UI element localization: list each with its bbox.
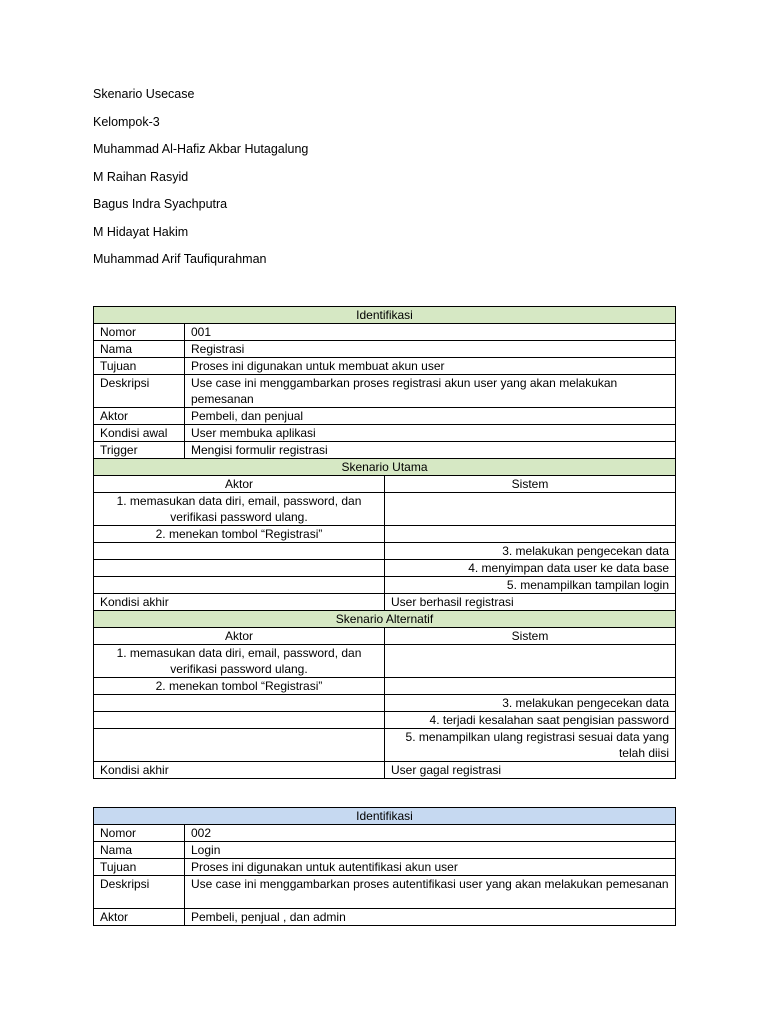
sistem-step: 5. menampilkan tampilan login — [385, 577, 676, 594]
field-value: 002 — [185, 825, 676, 842]
field-label: Nomor — [94, 324, 185, 341]
field-value: 001 — [185, 324, 676, 341]
sistem-step: 5. menampilkan ulang registrasi sesuai data yang telah diisi — [385, 729, 676, 762]
field-label: Deskripsi — [94, 375, 185, 408]
field-value: Use case ini menggambarkan proses autentifikasi user yang akan melakukan pemesanan — [185, 876, 676, 909]
field-label: Deskripsi — [94, 876, 185, 909]
sistem-step: 4. menyimpan data user ke data base — [385, 560, 676, 577]
field-value: Proses ini digunakan untuk autentifikasi akun user — [185, 859, 676, 876]
member-name: Muhammad Al-Hafiz Akbar Hutagalung — [93, 142, 309, 156]
aktor-step: 1. memasukan data diri, email, password, dan verifikasi password ulang. — [94, 493, 385, 526]
sistem-step: 3. melakukan pengecekan data — [385, 543, 676, 560]
member-name: Muhammad Arif Taufiqurahman — [93, 252, 267, 266]
aktor-column-header: Aktor — [94, 628, 385, 645]
member-name: M Hidayat Hakim — [93, 224, 189, 239]
field-value: Use case ini menggambarkan proses registrasi akun user yang akan melakukan pemesanan — [185, 375, 676, 408]
field-value: Login — [185, 842, 676, 859]
aktor-step — [94, 695, 385, 712]
sistem-column-header: Sistem — [385, 628, 676, 645]
field-value: Mengisi formulir registrasi — [185, 442, 676, 459]
aktor-step: 1. memasukan data diri, email, password, dan verifikasi password ulang. — [94, 645, 385, 678]
sistem-step — [385, 493, 676, 526]
sistem-step — [385, 678, 676, 695]
field-label: Nomor — [94, 825, 185, 842]
field-label: Trigger — [94, 442, 185, 459]
kondisi-akhir-value: User gagal registrasi — [385, 762, 676, 779]
document-title: Skenario Usecase — [93, 87, 195, 101]
field-label: Nama — [94, 341, 185, 358]
sistem-step: 4. terjadi kesalahan saat pengisian password — [385, 712, 676, 729]
kondisi-akhir-label: Kondisi akhir — [94, 762, 385, 779]
usecase-table-registrasi — [93, 306, 676, 779]
sistem-step — [385, 645, 676, 678]
identifikasi-header: Identifikasi — [94, 808, 676, 825]
field-value: Proses ini digunakan untuk membuat akun user — [185, 358, 676, 375]
kondisi-akhir-value: User berhasil registrasi — [385, 594, 676, 611]
aktor-step — [94, 543, 385, 560]
group-name: Kelompok-3 — [93, 114, 160, 129]
document-header — [93, 86, 308, 279]
aktor-step: 2. menekan tombol “Registrasi” — [94, 678, 385, 695]
field-value: Pembeli, dan penjual — [185, 408, 676, 425]
aktor-step — [94, 729, 385, 762]
identifikasi-header: Identifikasi — [94, 307, 676, 324]
field-label: Kondisi awal — [94, 425, 185, 442]
field-label: Tujuan — [94, 358, 185, 375]
sistem-step: 3. melakukan pengecekan data — [385, 695, 676, 712]
field-value: Pembeli, penjual , dan admin — [185, 909, 676, 926]
kondisi-akhir-label: Kondisi akhir — [94, 594, 385, 611]
aktor-column-header: Aktor — [94, 476, 385, 493]
member-name: M Raihan Rasyid — [93, 169, 189, 184]
sistem-column-header: Sistem — [385, 476, 676, 493]
field-value: User membuka aplikasi — [185, 425, 676, 442]
field-value: Registrasi — [185, 341, 676, 358]
skenario-utama-header: Skenario Utama — [94, 459, 676, 476]
aktor-step — [94, 712, 385, 729]
usecase-table-login — [93, 807, 676, 926]
field-label: Nama — [94, 842, 185, 859]
sistem-step — [385, 526, 676, 543]
aktor-step — [94, 560, 385, 577]
field-label: Tujuan — [94, 859, 185, 876]
aktor-step: 2. menekan tombol “Registrasi” — [94, 526, 385, 543]
field-label: Aktor — [94, 909, 185, 926]
member-name: Bagus Indra Syachputra — [93, 197, 228, 211]
aktor-step — [94, 577, 385, 594]
field-label: Aktor — [94, 408, 185, 425]
skenario-alternatif-header: Skenario Alternatif — [94, 611, 676, 628]
